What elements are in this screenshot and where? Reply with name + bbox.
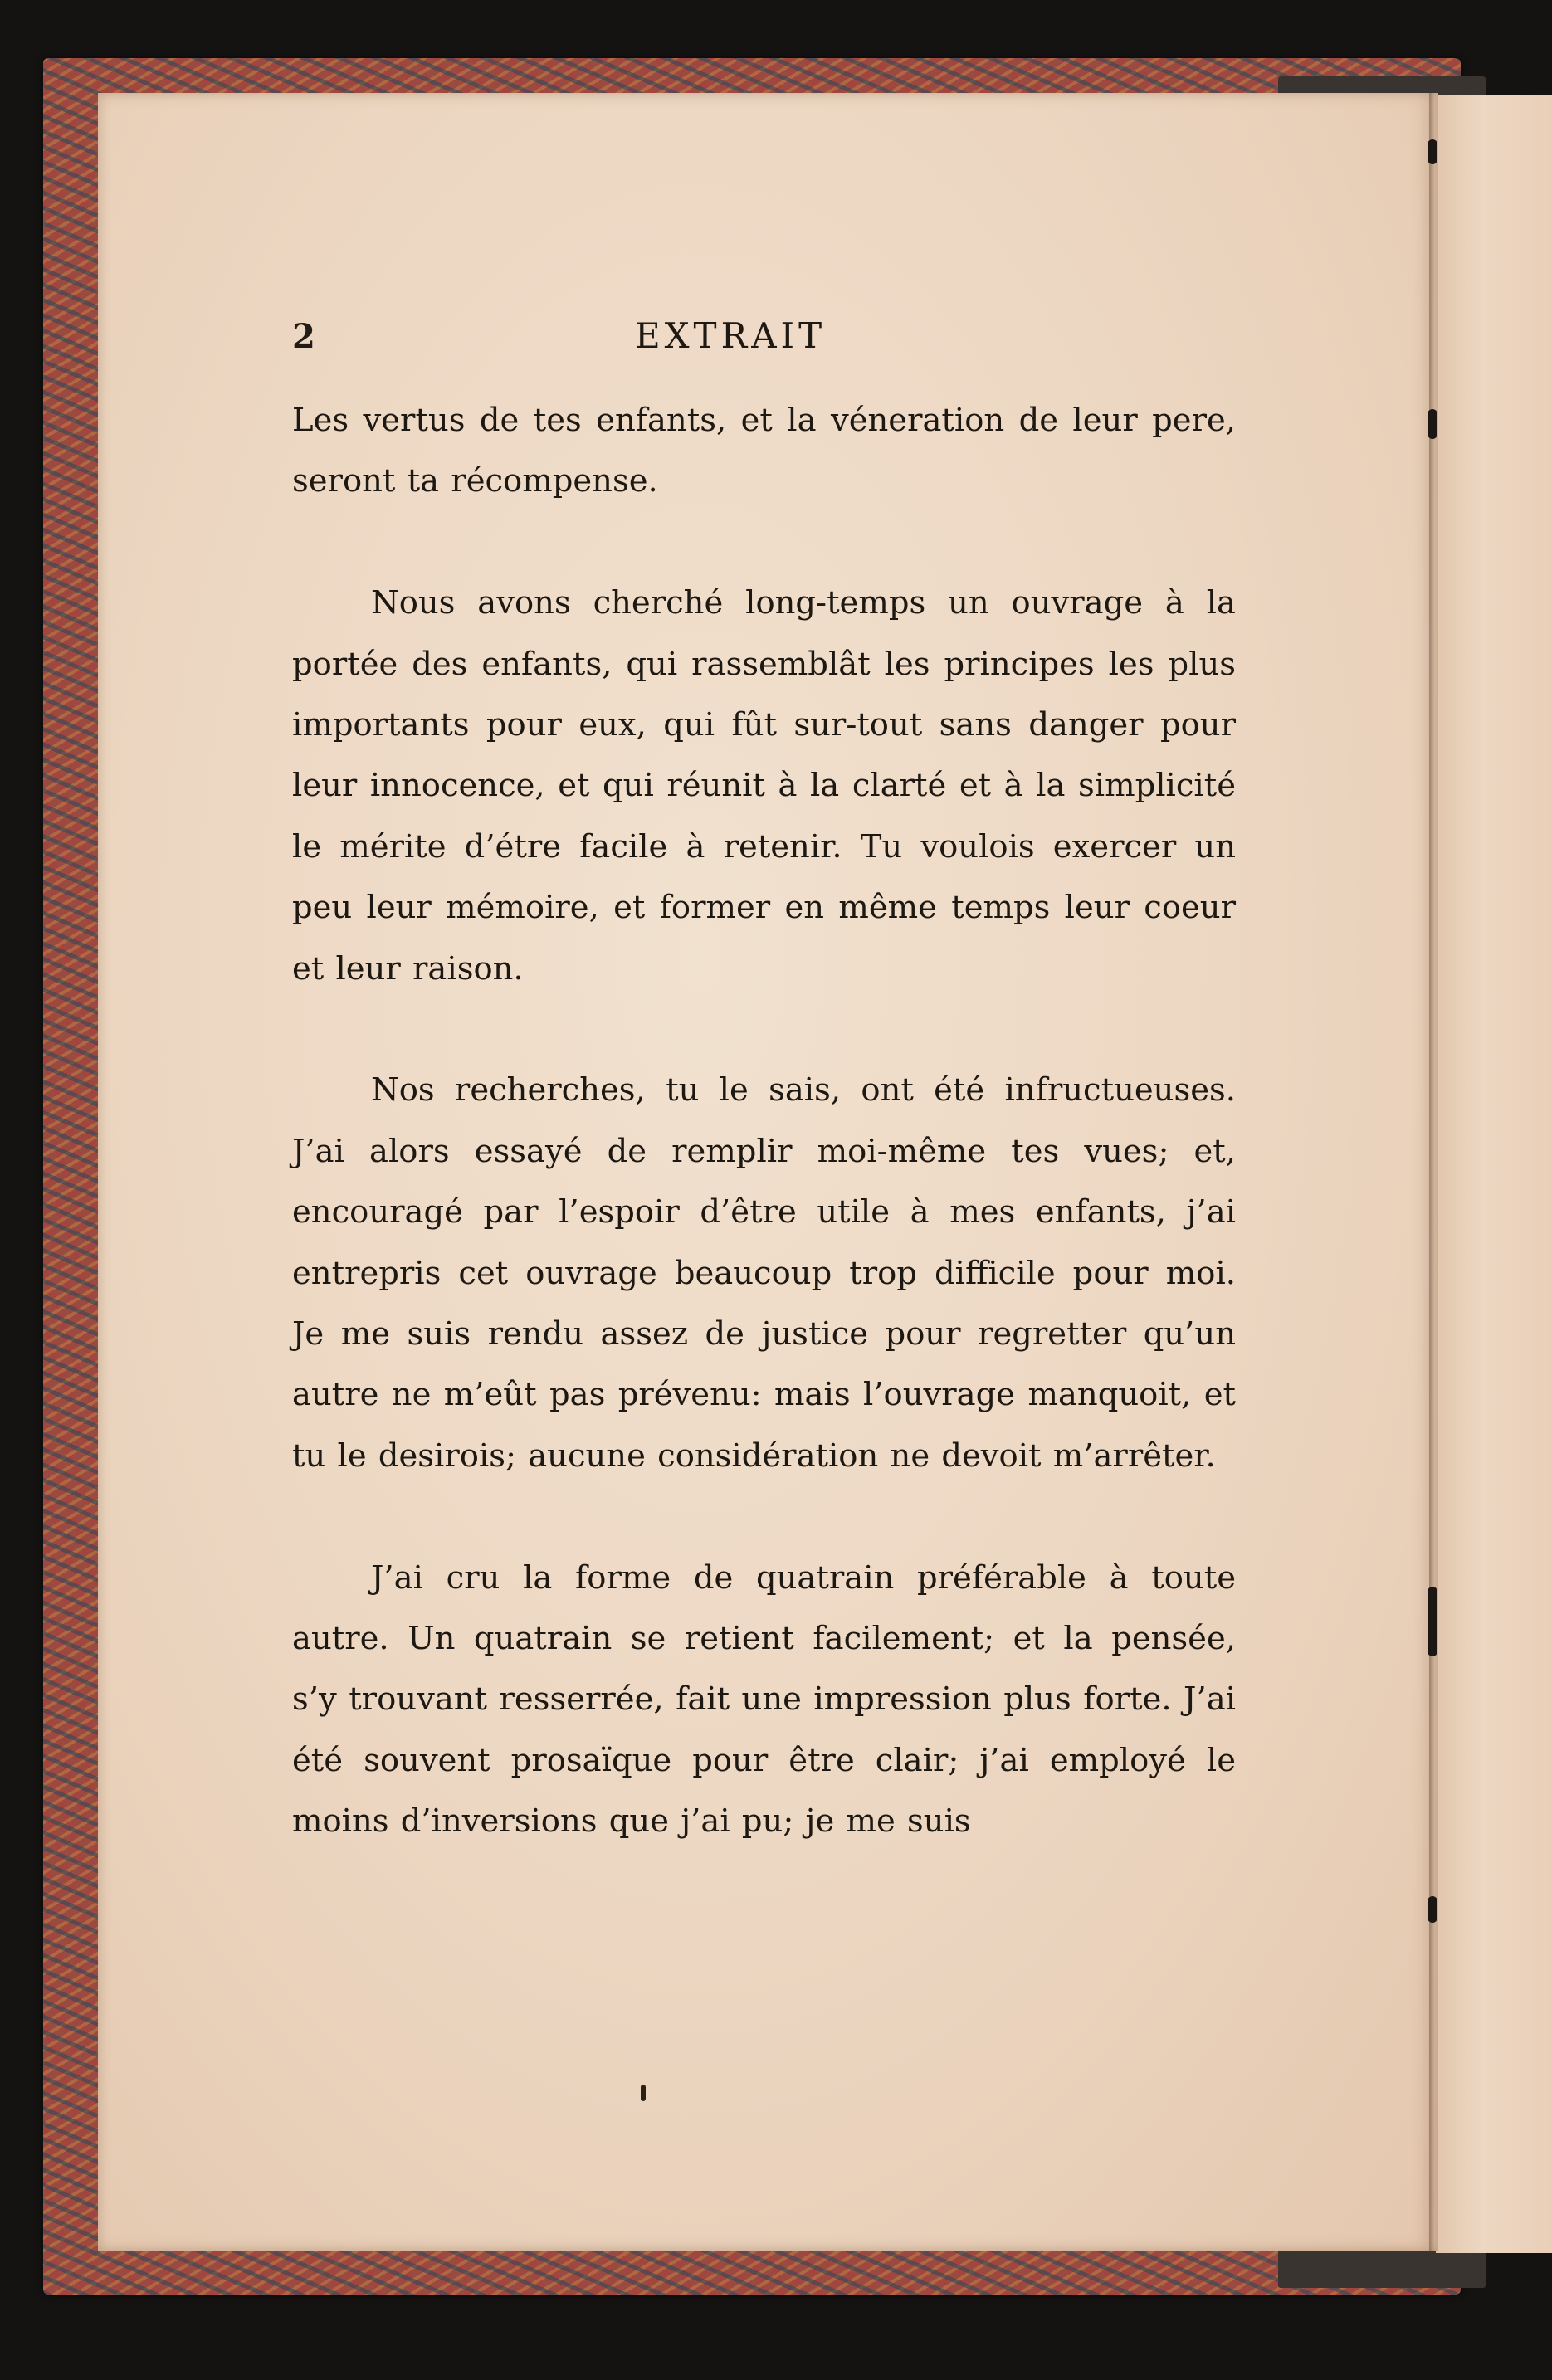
paragraph-4: J’ai cru la forme de quatrain préférable à toute autre. Un quatrain se retient facilement; et la pensée, s’y trouvant resserrée, fait une impression plus forte. J’ai été souvent prosaïque pour être clair; j’ai employé le moins d’inversions que j’ai pu; je me suis	[292, 1558, 1236, 1841]
binding-stitch	[1428, 139, 1437, 164]
page-body-text	[292, 390, 1236, 1852]
paragraph-3: Nos recherches, tu le sais, ont été infructueuses. J’ai alors essayé de remplir moi-même tes vues; et, encouragé par l’espoir d’être utile à mes enfants, j’ai entrepris cet ouvrage beaucoup trop difficile pour moi. Je me suis rendu assez de justice pour regretter qu’un autre ne m’eût pas prévenu: mais l’ouvrage manquoit, et tu le desirois; aucune considération ne devoit m’arrêter.	[292, 1071, 1236, 1475]
running-title: EXTRAIT	[635, 315, 827, 356]
facing-page-edge	[1436, 95, 1552, 2253]
binding-stitch	[1428, 409, 1437, 439]
paragraph-2: Nous avons cherché long-temps un ouvrage à la portée des enfants, qui rassemblât les principes les plus importants pour eux, qui fût sur-tout sans danger pour leur innocence, et qui réunit à la clarté et à la simplicité le mérite d’étre facile à retenir. Tu voulois exercer un peu leur mémoire, et former en même temps leur coeur et leur raison.	[292, 584, 1236, 988]
paragraph-1: Les vertus de tes enfants, et la véneration de leur pere, seront ta récompense.	[292, 402, 1236, 500]
signature-mark	[641, 2085, 646, 2101]
page-number: 2	[292, 317, 315, 356]
binding-stitch	[1428, 1896, 1437, 1923]
binding-stitch	[1428, 1587, 1437, 1656]
